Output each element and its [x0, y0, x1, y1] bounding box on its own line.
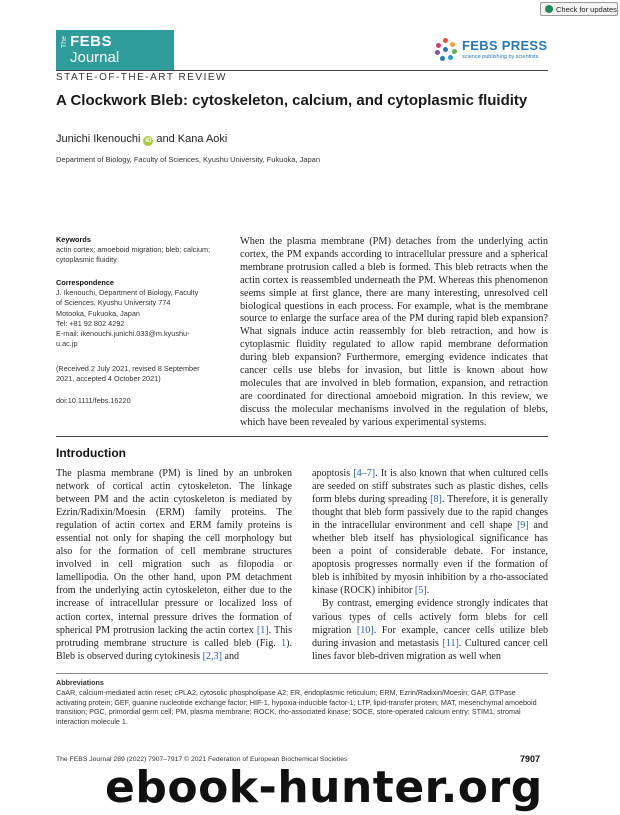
citation-link[interactable]: [4–7] [353, 468, 376, 479]
text-run: . This protruding membrane structure is called bleb (Fig. [56, 624, 292, 649]
text-run: . It is also known that when cultured cells are seeded on stiff substrates such as plastic dishes, cells form blebs during spreading [312, 468, 548, 506]
citation-link[interactable]: [5] [414, 585, 427, 597]
article-type-label: STATE-OF-THE-ART REVIEW [56, 72, 227, 83]
correspondence-line: of Sciences, Kyushu University 774 [56, 298, 171, 308]
text-run: apoptosis [312, 468, 354, 479]
abbreviations-block [56, 678, 548, 727]
watermark: ebook-hunter.org [105, 762, 543, 813]
citation-link[interactable]: [1] [256, 624, 269, 636]
text-run: . For example, cancer cells utilize bleb during invasion and metastasis [312, 624, 548, 649]
text-run: . [426, 585, 430, 597]
affiliation: Department of Biology, Faculty of Sciences, Kyushu University, Fukuoka, Japan [56, 155, 321, 164]
article-title: A Clockwork Bleb: cytoskeleton, calcium, and cytoplasmic fluidity [56, 92, 528, 109]
correspondence-heading: Correspondence [56, 278, 114, 287]
keywords-heading: Keywords [56, 235, 91, 244]
text-run: . Therefore, it is generally thought that bleb form passively due to the rapid changes in the intracellular environment and cell shape [312, 494, 548, 532]
text-run: . Cultured cancer cell lines favor bleb-driven migration as well when [312, 637, 548, 662]
footer-citation: The FEBS Journal 289 (2022) 7907–7917 © 2021 Federation of European Biochemical Societies [56, 756, 348, 763]
intro-paragraph [312, 467, 548, 597]
doi[interactable]: doi:10.1111/febs.16220 [56, 396, 131, 405]
correspondence-email-end[interactable]: u.ac.jp [56, 339, 78, 349]
keywords-block [56, 235, 221, 266]
correspondence-line: J. Ikenouchi, Department of Biology, Faculty [56, 288, 199, 298]
page-number: 7907 [520, 754, 541, 764]
correspondence-block [56, 278, 221, 349]
abstract-divider [56, 436, 548, 437]
author-list [56, 133, 227, 146]
abbreviations-heading: Abbreviations [56, 678, 104, 687]
abstract: When the plasma membrane (PM) detaches from the underlying actin cortex, the PM expands according to intracellular pressure and a spherical membrane protrusion called a bleb is formed. This bleb retracts when the actin cortex is reassembled underneath the PM. Whereas this phenomenon seems simple at first glance, there are many interesting, unresolved cell biological questions in each process. For example, what is the membrane source to enlarge the surface area of the PM during rapid bleb expansion? What signals induce actin reassembly for bleb retraction, and how is cytoplasmic fluidity regulated to allow rapid membrane deformation during bleb expansion? Furthermore, emerging evidence indicates that cancer cells use blebs for invasion, but little is known about how molecules that are involved in bleb formation, expansion, and retraction are coordinated for directional amoeboid migration. In this review, we discuss the molecular mechanisms involved in the regulation of blebs, which have been revealed by various experimental systems. [240, 236, 548, 428]
orcid-icon[interactable]: iD [145, 138, 152, 144]
citation-link[interactable]: [8] [430, 494, 442, 506]
correspondence-line: Tel: +81 92 802 4292 [56, 318, 125, 328]
author-first[interactable]: Junichi Ikenouchi [56, 133, 141, 145]
check-for-updates-button[interactable] [540, 2, 618, 16]
keywords-text: actin cortex; amoeboid migration; bleb; calcium; cytoplasmic fluidity [56, 245, 211, 265]
check-for-updates-label: Check for updates [556, 5, 617, 14]
received-dates: (Received 2 July 2021, revised 8 September 2021, accepted 4 October 2021) [56, 364, 200, 384]
check-updates-icon [545, 5, 553, 13]
citation-link[interactable]: [10] [356, 624, 374, 636]
intro-left-column [56, 467, 292, 663]
correspondence-email[interactable]: E-mail: ikenouchi.junichi.033@m.kyushu- [56, 329, 190, 339]
correspondence-line: Motooka, Fukuoka, Japan [56, 308, 140, 318]
figure-link[interactable]: 1 [281, 637, 287, 649]
publisher-name: FEBS PRESS [462, 38, 548, 53]
publisher-logo [434, 36, 564, 66]
intro-paragraph [312, 597, 548, 662]
header-divider [56, 70, 548, 71]
citation-link[interactable]: [9] [516, 520, 529, 532]
intro-paragraph [56, 467, 292, 663]
text-run: The plasma membrane (PM) is lined by an unbroken network of cortical actin cytoskeleton. The linkage between PM and the actin cytoskeleton is mediated by Ezrin/Radixin/Moesin (ERM) family proteins. The regulation of actin cortex and ERM family proteins is essential not only for shaping the cell morphology but also for the formation of cell membrane structures involved in cell migration such as filopodia or lamellipodia. On the other hand, upon PM detachment from the underlying actin cytoskeleton, either due to the increase of intracellular pressure or localized loss of action cortex, internal pressure drives the formation of spherical PM protrusion lacking the actin cortex [56, 468, 292, 636]
text-run: and whether bleb itself has physiological significance has been a point of considerable debate. For instance, apoptosis progresses normally even if the formation of bleb is inhibited by myosin inhibition by a rho-associated kinase (ROCK) inhibitor [312, 520, 548, 597]
citation-link[interactable]: [2,3] [202, 650, 222, 662]
journal-logo-journal: Journal [70, 49, 120, 66]
journal-logo [56, 30, 174, 70]
citation-link[interactable]: [11] [442, 637, 459, 649]
abbreviations-divider [56, 673, 548, 674]
febs-press-dots-icon [434, 38, 458, 62]
text-run: By contrast, emerging evidence strongly indicates that various types of cells actively form blebs for cell migration [312, 598, 548, 636]
abbreviations-text: CaAR, calcium-mediated actin reset; cPLA2, cytosolic phospholipase A2; ER, endoplasmic reticulum; ERM, Ezrin/Radixin/Moesin; GAP, GTPase activating protein; GEF, guanine nucleotide exchange factor; HIF-1, hypoxia-inducible factor-1; LTP, lipid-transfer protein; MAT, mesenchymal amoeboid transition; PGC, primordial germ cell; PM, plasma membrane; ROCK, rho-associated kinase; SOCE, store-operated calcium entry; STIM1, stromal interaction molecule 1. [56, 687, 537, 727]
journal-logo-the: The [61, 35, 68, 48]
introduction-heading: Introduction [56, 446, 126, 460]
publisher-tagline: science publishing by scientists [462, 54, 539, 60]
text-run: and [221, 650, 240, 662]
journal-logo-febs: FEBS [70, 33, 113, 50]
text-run: ). Bleb is observed during cytokinesis [56, 637, 292, 662]
intro-right-column [312, 467, 548, 663]
author-rest[interactable]: and Kana Aoki [156, 133, 228, 145]
